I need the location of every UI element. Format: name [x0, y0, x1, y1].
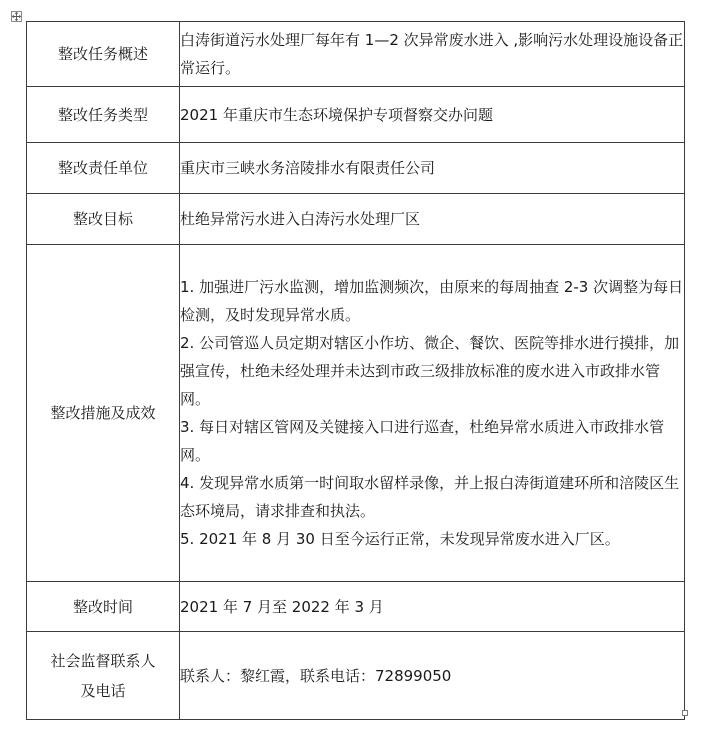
measures-cell: [180, 245, 685, 582]
contact-value: 联系人：黎红霞，联系电话：72899050: [180, 632, 685, 720]
row-value: 杜绝异常污水进入白涛污水处理厂区: [180, 194, 685, 245]
table-row: [27, 245, 685, 582]
row-label: 整改任务概述: [27, 22, 180, 87]
table-row: [27, 22, 685, 87]
row-label: [27, 632, 180, 720]
rectification-table: [26, 21, 685, 720]
table-row: [27, 632, 685, 720]
measure-item: 2. 公司管巡人员定期对辖区小作坊、微企、餐饮、医院等排水进行摸排，加强宣传，杜绝未经处理并未达到市政三级排放标准的废水进入市政排水管网。: [180, 334, 680, 408]
label-line: 社会监督联系人: [50, 651, 156, 670]
table-move-handle[interactable]: [11, 11, 22, 22]
row-label: 整改责任单位: [27, 143, 180, 194]
table-row: [27, 143, 685, 194]
row-label: 整改目标: [27, 194, 180, 245]
label-line: 及电话: [80, 681, 126, 700]
measure-item: 5. 2021 年 8 月 30 日至今运行正常，未发现异常废水进入厂区。: [180, 530, 620, 548]
measure-item: 4. 发现异常水质第一时间取水留样录像，并上报白涛街道建环所和涪陵区生态环境局，请求排查和执法。: [180, 474, 680, 520]
measure-item: 1. 加强进厂污水监测，增加监测频次，由原来的每周抽查 2-3 次调整为每日检测，及时发现异常水质。: [180, 278, 684, 324]
move-arrows-icon: [12, 12, 21, 21]
row-value: 重庆市三峡水务涪陵排水有限责任公司: [180, 143, 685, 194]
row-value: 白涛街道污水处理厂每年有 1—2 次异常废水进入 ,影响污水处理设施设备正常运行。: [180, 22, 685, 87]
table-row: [27, 87, 685, 143]
row-value: 2021 年 7 月至 2022 年 3 月: [180, 582, 685, 632]
row-label: 整改时间: [27, 582, 180, 632]
table-row: [27, 194, 685, 245]
table-row: [27, 582, 685, 632]
table-resize-handle[interactable]: [682, 710, 688, 716]
row-value: 2021 年重庆市生态环境保护专项督察交办问题: [180, 87, 685, 143]
row-label: 整改任务类型: [27, 87, 180, 143]
measure-item: 3. 每日对辖区管网及关键接入口进行巡查，杜绝异常水质进入市政排水管网。: [180, 418, 665, 464]
row-label: 整改措施及成效: [27, 245, 180, 582]
